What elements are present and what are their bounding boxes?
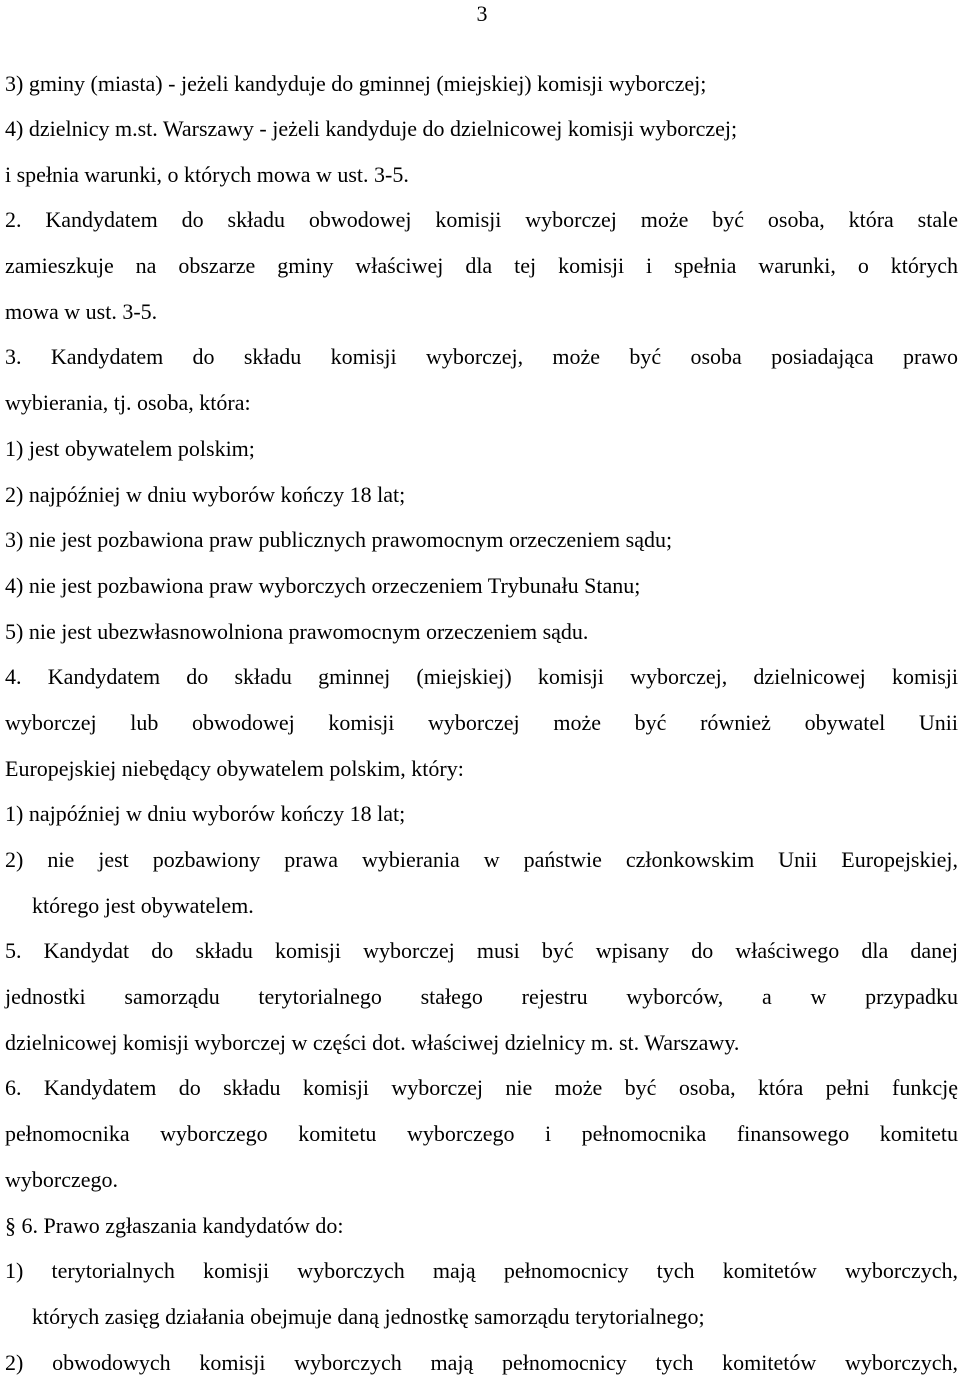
- text-line: Europejskiej niebędący obywatelem polskim, który:: [5, 755, 464, 781]
- text-line: mowa w ust. 3-5.: [5, 298, 158, 324]
- text-line: pełnomocnika wyborczego komitetu wyborczego i pełnomocnika finansowego komitetu: [5, 1121, 958, 1147]
- text-line: jednostki samorządu terytorialnego stałego rejestru wyborców, a w przypadku: [5, 984, 958, 1010]
- text-line: wyborczej lub obwodowej komisji wyborczej może być również obywatel Unii: [5, 709, 958, 735]
- text-line: 4. Kandydatem do składu gminnej (miejskiej) komisji wyborczej, dzielnicowej komisji: [5, 664, 958, 690]
- text-line: 4) dzielnicy m.st. Warszawy - jeżeli kandyduje do dzielnicowej komisji wyborczej;: [5, 116, 738, 141]
- text-line: 3. Kandydatem do składu komisji wyborczej, może być osoba posiadająca prawo: [5, 344, 958, 370]
- text-line: 3) nie jest pozbawiona praw publicznych prawomocnym orzeczeniem sądu;: [5, 527, 673, 553]
- document-body: [5, 61, 958, 1385]
- text-line: 1) jest obywatelem polskim;: [5, 435, 255, 461]
- text-line: 3) gminy (miasta) - jeżeli kandyduje do gminnej (miejskiej) komisji wyborczej;: [5, 71, 707, 96]
- text-line: którego jest obywatelem.: [32, 892, 254, 918]
- text-line: i spełnia warunki, o których mowa w ust. 3-5.: [5, 161, 409, 187]
- text-line: 6. Kandydatem do składu komisji wyborczej nie może być osoba, która pełni funkcję: [5, 1075, 958, 1101]
- text-line: których zasięg działania obejmuje daną jednostkę samorządu terytorialnego;: [32, 1303, 705, 1329]
- text-line: 1) terytorialnych komisji wyborczych mają pełnomocnicy tych komitetów wyborczych,: [5, 1258, 958, 1284]
- text-line: dzielnicowej komisji wyborczej w części dot. właściwej dzielnicy m. st. Warszawy.: [5, 1029, 740, 1055]
- text-line: 2. Kandydatem do składu obwodowej komisji wyborczej może być osoba, która stale: [5, 207, 958, 233]
- text-line: wyborczego.: [5, 1166, 119, 1192]
- text-line: 5. Kandydat do składu komisji wyborczej musi być wpisany do właściwego dla danej: [5, 938, 958, 964]
- text-line: 2) nie jest pozbawiony prawa wybierania w państwie członkowskim Unii Europejskiej,: [5, 847, 958, 872]
- text-line: 2) obwodowych komisji wyborczych mają pełnomocnicy tych komitetów wyborczych,: [5, 1349, 958, 1375]
- text-line: 2) najpóźniej w dniu wyborów kończy 18 lat;: [5, 481, 406, 507]
- text-line: zamieszkuje na obszarze gminy właściwej dla tej komisji i spełnia warunki, o których: [5, 253, 958, 279]
- text-line: § 6. Prawo zgłaszania kandydatów do:: [5, 1212, 344, 1238]
- text-line: 5) nie jest ubezwłasnowolniona prawomocnym orzeczeniem sądu.: [5, 618, 589, 644]
- page-number: 3: [476, 1, 488, 26]
- text-line: wybierania, tj. osoba, która:: [5, 390, 251, 416]
- text-line: 4) nie jest pozbawiona praw wyborczych orzeczeniem Trybunału Stanu;: [5, 572, 641, 598]
- text-line: 1) najpóźniej w dniu wyborów kończy 18 lat;: [5, 801, 406, 827]
